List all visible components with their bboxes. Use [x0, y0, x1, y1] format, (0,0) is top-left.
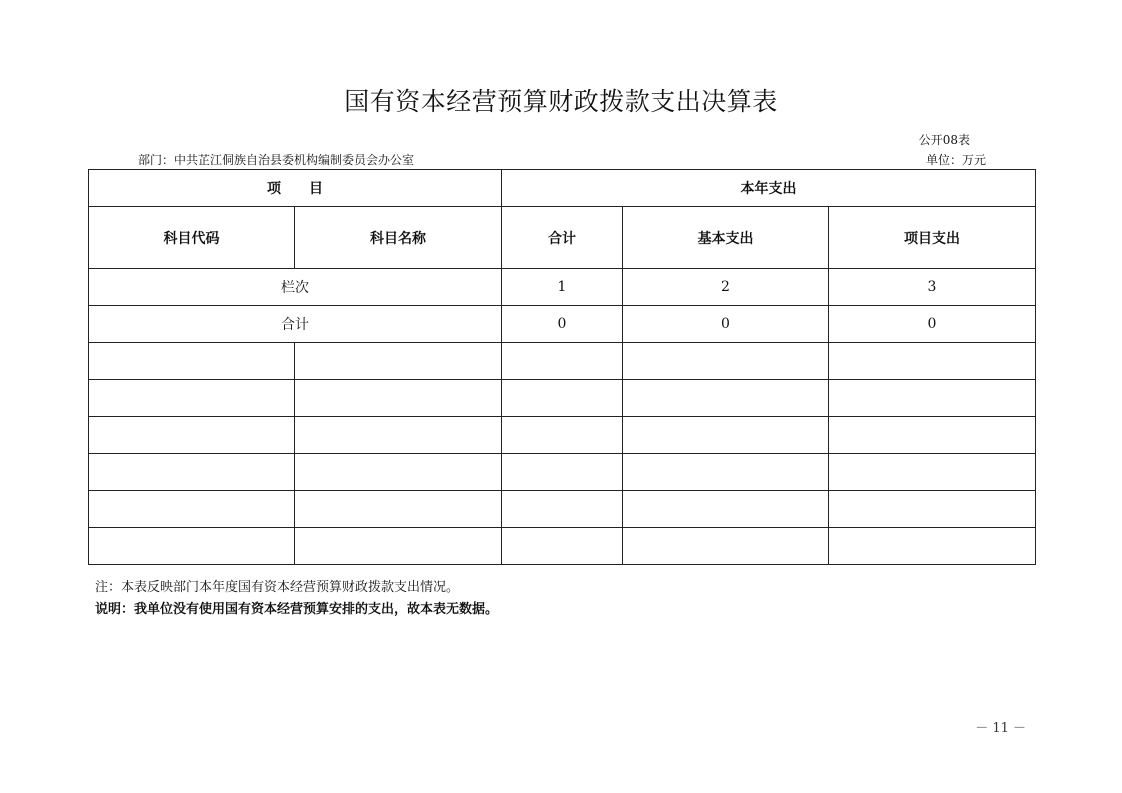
- table-cell: [829, 380, 1036, 417]
- page-title: 国有资本经营预算财政拨款支出决算表: [344, 87, 778, 116]
- table-row: [89, 343, 1036, 380]
- table-cell: [502, 343, 623, 380]
- table-cell: [295, 528, 502, 565]
- table-cell: [623, 417, 829, 454]
- table-cell: [829, 454, 1036, 491]
- table-cell: 0: [829, 306, 1036, 343]
- table-cell: [623, 491, 829, 528]
- header-basic: 基本支出: [623, 207, 829, 269]
- table-cell: [502, 528, 623, 565]
- table-row: [89, 380, 1036, 417]
- table-cell: [89, 454, 295, 491]
- table-cell: [829, 528, 1036, 565]
- form-number: 公开08表: [918, 133, 970, 147]
- table-cell: [502, 417, 623, 454]
- table-cell: [623, 343, 829, 380]
- expenditure-table: [88, 169, 1036, 565]
- header-project: 项目支出: [829, 207, 1036, 269]
- table-cell: [295, 343, 502, 380]
- table-cell: [502, 491, 623, 528]
- table-cell: [623, 454, 829, 491]
- column-number-label: 栏次: [89, 269, 502, 306]
- header-item: 项 目: [89, 170, 502, 207]
- table-cell: [89, 380, 295, 417]
- table-cell: 3: [829, 269, 1036, 306]
- table-cell: [295, 491, 502, 528]
- table-cell: [89, 491, 295, 528]
- table-cell: [829, 343, 1036, 380]
- header-subject-name: 科目名称: [295, 207, 502, 269]
- table-cell: [502, 454, 623, 491]
- table-cell: 0: [623, 306, 829, 343]
- header-current-year: 本年支出: [502, 170, 1036, 207]
- column-number-row: [89, 269, 1036, 306]
- table-subheader-row: [89, 207, 1036, 269]
- table-cell: [89, 528, 295, 565]
- table-cell: [623, 380, 829, 417]
- header-subject-code: 科目代码: [89, 207, 295, 269]
- table-row: [89, 454, 1036, 491]
- unit-label: 单位：万元: [925, 153, 986, 167]
- table-cell: [295, 380, 502, 417]
- table-cell: 2: [623, 269, 829, 306]
- header-total: 合计: [502, 207, 623, 269]
- table-cell: [89, 343, 295, 380]
- table-cell: 1: [502, 269, 623, 306]
- table-cell: [295, 417, 502, 454]
- table-cell: [89, 417, 295, 454]
- table-cell: [829, 491, 1036, 528]
- explanation-note: 说明：我单位没有使用国有资本经营预算安排的支出，故本表无数据。: [95, 602, 499, 617]
- table-note: 注：本表反映部门本年度国有资本经营预算财政拨款支出情况。: [95, 580, 460, 595]
- total-row: [89, 306, 1036, 343]
- department-label: 部门：中共芷江侗族自治县委机构编制委员会办公室: [138, 153, 415, 167]
- table-row: [89, 417, 1036, 454]
- table-header-row: [89, 170, 1036, 207]
- table-cell: [623, 528, 829, 565]
- table-cell: [829, 417, 1036, 454]
- total-label: 合计: [89, 306, 502, 343]
- table-cell: [502, 380, 623, 417]
- table-row: [89, 491, 1036, 528]
- table-cell: 0: [502, 306, 623, 343]
- table-row: [89, 528, 1036, 565]
- table-cell: [295, 454, 502, 491]
- page-number: － 11 －: [975, 721, 1026, 736]
